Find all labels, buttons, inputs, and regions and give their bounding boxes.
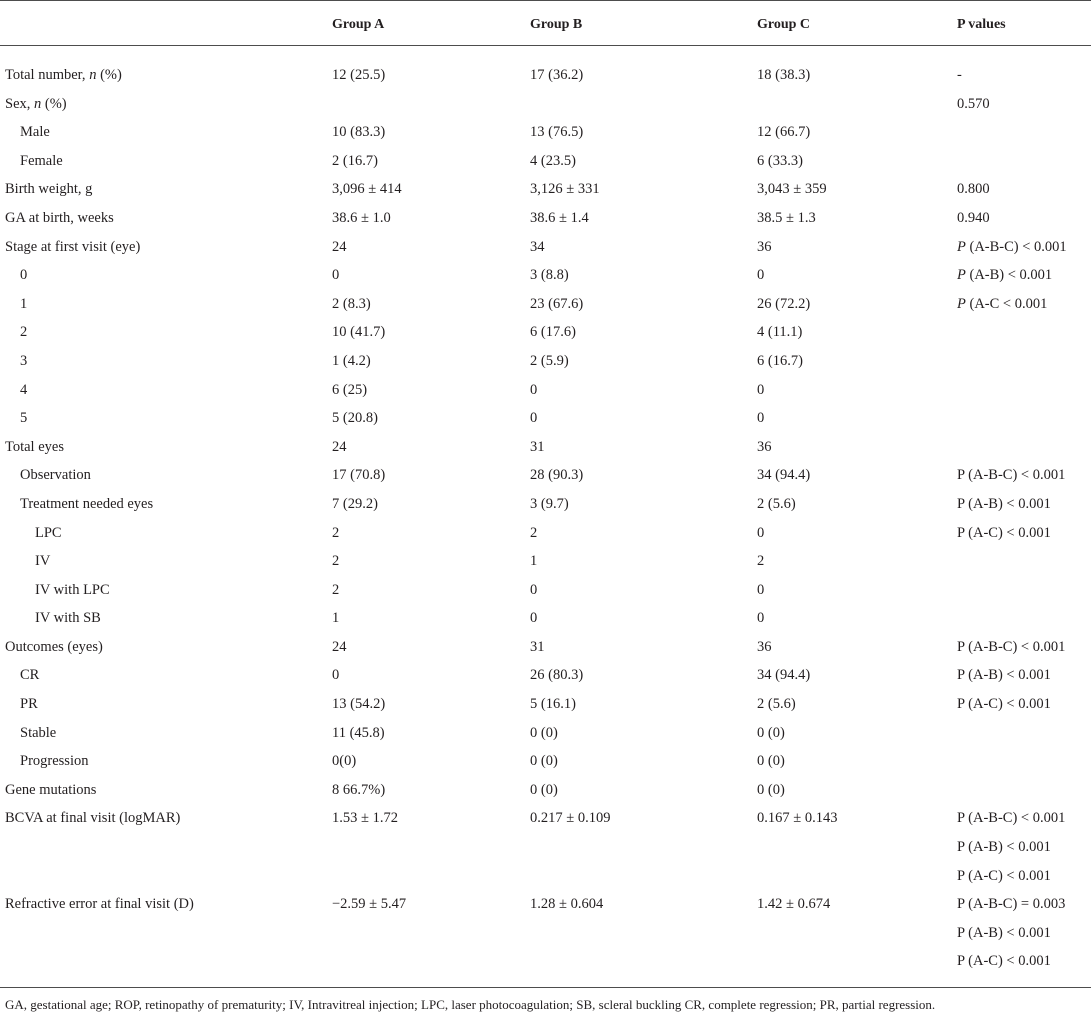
p-value: -: [957, 67, 962, 83]
row-label: Treatment needed eyes: [20, 495, 154, 512]
group-b-value: 0 (0): [530, 753, 558, 770]
table-row: [0, 60, 1091, 89]
row-label: 2: [20, 324, 28, 341]
group-c-value: 4 (11.1): [757, 324, 803, 341]
p-value: P (A-B) < 0.001: [957, 839, 1051, 856]
table-row: [0, 832, 1091, 861]
group-c-value: 34 (94.4): [757, 467, 811, 484]
group-a-value: 12 (25.5): [332, 67, 386, 83]
table-row: [0, 375, 1091, 404]
p-value: P (A-B) < 0.001: [957, 495, 1051, 512]
group-a-value: 10 (41.7): [332, 324, 386, 341]
table-row: [0, 146, 1091, 175]
group-a-value: 8 66.7%): [332, 781, 386, 798]
group-a-value: 0(0): [332, 753, 357, 770]
group-c-value: 0: [757, 524, 765, 541]
row-label: Male: [20, 124, 50, 141]
table-bottom-rule: [0, 987, 1091, 988]
group-b-value: 4 (23.5): [530, 152, 576, 169]
group-a-value: 1: [332, 610, 340, 627]
row-label: 4: [20, 381, 28, 398]
group-c-value: 2 (5.6): [757, 696, 796, 713]
group-b-value: 13 (76.5): [530, 124, 584, 141]
group-a-value: 38.6 ± 1.0: [332, 209, 391, 226]
group-a-value: 2 (8.3): [332, 295, 371, 312]
group-a-value: 1.53 ± 1.72: [332, 810, 398, 827]
row-label: Progression: [20, 753, 89, 770]
p-value: 0.800: [957, 181, 990, 198]
table-row: [0, 603, 1091, 632]
group-a-value: 17 (70.8): [332, 467, 386, 484]
p-value: P (A-B-C) < 0.001: [957, 638, 1066, 655]
group-b-value: 2: [530, 524, 538, 541]
row-label: 0: [20, 267, 28, 284]
group-c-value: 6 (16.7): [757, 352, 803, 369]
p-value: 0.940: [957, 209, 990, 226]
group-c-value: 0 (0): [757, 724, 785, 741]
table-row: [0, 518, 1091, 547]
group-a-value: 2: [332, 524, 340, 541]
group-b-value: 3,126 ± 331: [530, 181, 600, 198]
p-value: P (A-B) < 0.001: [957, 667, 1051, 684]
group-c-value: 0: [757, 267, 765, 284]
header-p-values: P values: [957, 17, 1006, 32]
group-b-value: 1: [530, 553, 538, 570]
row-label: IV: [35, 553, 51, 570]
group-c-value: 6 (33.3): [757, 152, 803, 169]
group-a-value: 13 (54.2): [332, 696, 386, 713]
group-c-value: 12 (66.7): [757, 124, 811, 141]
group-b-value: 2 (5.9): [530, 352, 569, 369]
header-group-a: Group A: [332, 17, 385, 32]
group-c-value: 3,043 ± 359: [757, 181, 827, 198]
group-c-value: 2: [757, 553, 765, 570]
group-b-value: 0 (0): [530, 781, 558, 798]
group-a-value: 2 (16.7): [332, 152, 378, 169]
group-b-value: 17 (36.2): [530, 67, 584, 83]
group-c-value: 0: [757, 381, 765, 398]
row-label: Sex, n (%): [5, 95, 67, 112]
p-value: P (A-C) < 0.001: [957, 867, 1051, 884]
row-label: Stable: [20, 724, 57, 741]
group-b-value: 26 (80.3): [530, 667, 584, 684]
table-row: [0, 889, 1091, 918]
table-row: [0, 403, 1091, 432]
group-b-value: 0: [530, 410, 538, 427]
group-b-value: 3 (8.8): [530, 267, 569, 284]
p-value: P (A-B-C) < 0.001: [957, 467, 1066, 484]
group-c-value: 38.5 ± 1.3: [757, 209, 816, 226]
table-row: [0, 546, 1091, 575]
group-a-value: 24: [332, 638, 347, 655]
table-row: [0, 718, 1091, 747]
p-value: P (A-C < 0.001: [957, 295, 1048, 312]
row-label: 1: [20, 295, 28, 312]
group-a-value: 11 (45.8): [332, 724, 385, 741]
table-row: [0, 632, 1091, 661]
row-label: Total number, n (%): [5, 67, 122, 83]
group-a-value: 1 (4.2): [332, 352, 371, 369]
table-row: [0, 946, 1091, 975]
group-a-value: 2: [332, 581, 340, 598]
group-a-value: 2: [332, 553, 340, 570]
row-label: IV with LPC: [35, 581, 110, 598]
group-c-value: 0: [757, 610, 765, 627]
table-row: [0, 746, 1091, 775]
header-rule: [0, 45, 1091, 46]
row-label: BCVA at final visit (logMAR): [5, 810, 181, 827]
group-b-value: 1.28 ± 0.604: [530, 896, 604, 913]
group-a-value: 0: [332, 667, 340, 684]
row-label: 5: [20, 410, 28, 427]
group-b-value: 0.217 ± 0.109: [530, 810, 611, 827]
row-label: GA at birth, weeks: [5, 209, 114, 226]
group-c-value: 36: [757, 438, 772, 455]
table-row: [0, 861, 1091, 890]
table-row: [0, 660, 1091, 689]
row-label: Stage at first visit (eye): [5, 238, 141, 255]
row-label: Outcomes (eyes): [5, 638, 103, 655]
table-footnote: GA, gestational age; ROP, retinopathy of prematurity; IV, Intravitreal injection; LPC, laser photocoagulation; SB, scleral buckling CR, complete regression; PR, partial regression.: [5, 997, 936, 1012]
group-b-value: 23 (67.6): [530, 295, 584, 312]
row-label: Observation: [20, 467, 91, 484]
p-value: P (A-C) < 0.001: [957, 953, 1051, 970]
group-c-value: 18 (38.3): [757, 67, 811, 83]
group-c-value: 36: [757, 638, 772, 655]
table-row: [0, 89, 1091, 118]
group-c-value: 0: [757, 410, 765, 427]
group-b-value: 0: [530, 581, 538, 598]
group-a-value: 24: [332, 238, 347, 255]
group-b-value: 5 (16.1): [530, 696, 576, 713]
group-c-value: 0 (0): [757, 781, 785, 798]
row-label: CR: [20, 667, 40, 684]
table-row: [0, 117, 1091, 146]
table-body: [0, 60, 1091, 975]
group-b-value: 34: [530, 238, 545, 255]
table-row: [0, 432, 1091, 461]
group-c-value: 0: [757, 581, 765, 598]
row-label: Total eyes: [5, 438, 64, 455]
row-label: PR: [20, 696, 38, 713]
group-a-value: 10 (83.3): [332, 124, 386, 141]
row-label: IV with SB: [35, 610, 101, 627]
group-c-value: 36: [757, 238, 772, 255]
group-b-value: 31: [530, 638, 545, 655]
group-c-value: 0.167 ± 0.143: [757, 810, 838, 827]
table-row: [0, 289, 1091, 318]
table-row: [0, 232, 1091, 261]
row-label: Refractive error at final visit (D): [5, 896, 194, 913]
table-row: [0, 575, 1091, 604]
group-b-value: 38.6 ± 1.4: [530, 209, 589, 226]
group-a-value: 5 (20.8): [332, 410, 378, 427]
group-c-value: 34 (94.4): [757, 667, 811, 684]
table-row: [0, 803, 1091, 832]
group-c-value: 1.42 ± 0.674: [757, 896, 831, 913]
header-group-c: Group C: [757, 17, 811, 32]
table-row: [0, 260, 1091, 289]
group-c-value: 2 (5.6): [757, 495, 796, 512]
group-c-value: 26 (72.2): [757, 295, 811, 312]
group-a-value: −2.59 ± 5.47: [332, 896, 407, 913]
row-label: Gene mutations: [5, 781, 97, 798]
group-a-value: 6 (25): [332, 381, 368, 398]
p-value: P (A-B-C) < 0.001: [957, 810, 1066, 827]
group-c-value: 0 (0): [757, 753, 785, 770]
group-b-value: 6 (17.6): [530, 324, 576, 341]
table-row: [0, 174, 1091, 203]
group-b-value: 3 (9.7): [530, 495, 569, 512]
row-label: LPC: [35, 524, 62, 541]
group-b-value: 0: [530, 381, 538, 398]
p-value: P (A-B-C) < 0.001: [957, 238, 1067, 255]
group-b-value: 28 (90.3): [530, 467, 584, 484]
p-value: P (A-B-C) = 0.003: [957, 896, 1066, 913]
table-row: [0, 689, 1091, 718]
table-row: [0, 203, 1091, 232]
p-value: P (A-B) < 0.001: [957, 924, 1051, 941]
group-b-value: 0: [530, 610, 538, 627]
table-top-rule: [0, 0, 1091, 1]
header-group-b: Group B: [530, 17, 583, 32]
table-row: [0, 918, 1091, 947]
table-row: [0, 346, 1091, 375]
table-row: [0, 317, 1091, 346]
group-a-value: 24: [332, 438, 347, 455]
group-b-value: 0 (0): [530, 724, 558, 741]
p-value: P (A-C) < 0.001: [957, 696, 1051, 713]
p-value: 0.570: [957, 95, 990, 112]
group-a-value: 3,096 ± 414: [332, 181, 402, 198]
group-a-value: 7 (29.2): [332, 495, 378, 512]
row-label: 3: [20, 352, 28, 369]
p-value: P (A-C) < 0.001: [957, 524, 1051, 541]
table-row: [0, 460, 1091, 489]
group-b-value: 31: [530, 438, 545, 455]
table-row: [0, 775, 1091, 804]
group-a-value: 0: [332, 267, 340, 284]
row-label: Birth weight, g: [5, 181, 93, 198]
row-label: Female: [20, 152, 63, 169]
table-row: [0, 489, 1091, 518]
p-value: P (A-B) < 0.001: [957, 267, 1053, 284]
